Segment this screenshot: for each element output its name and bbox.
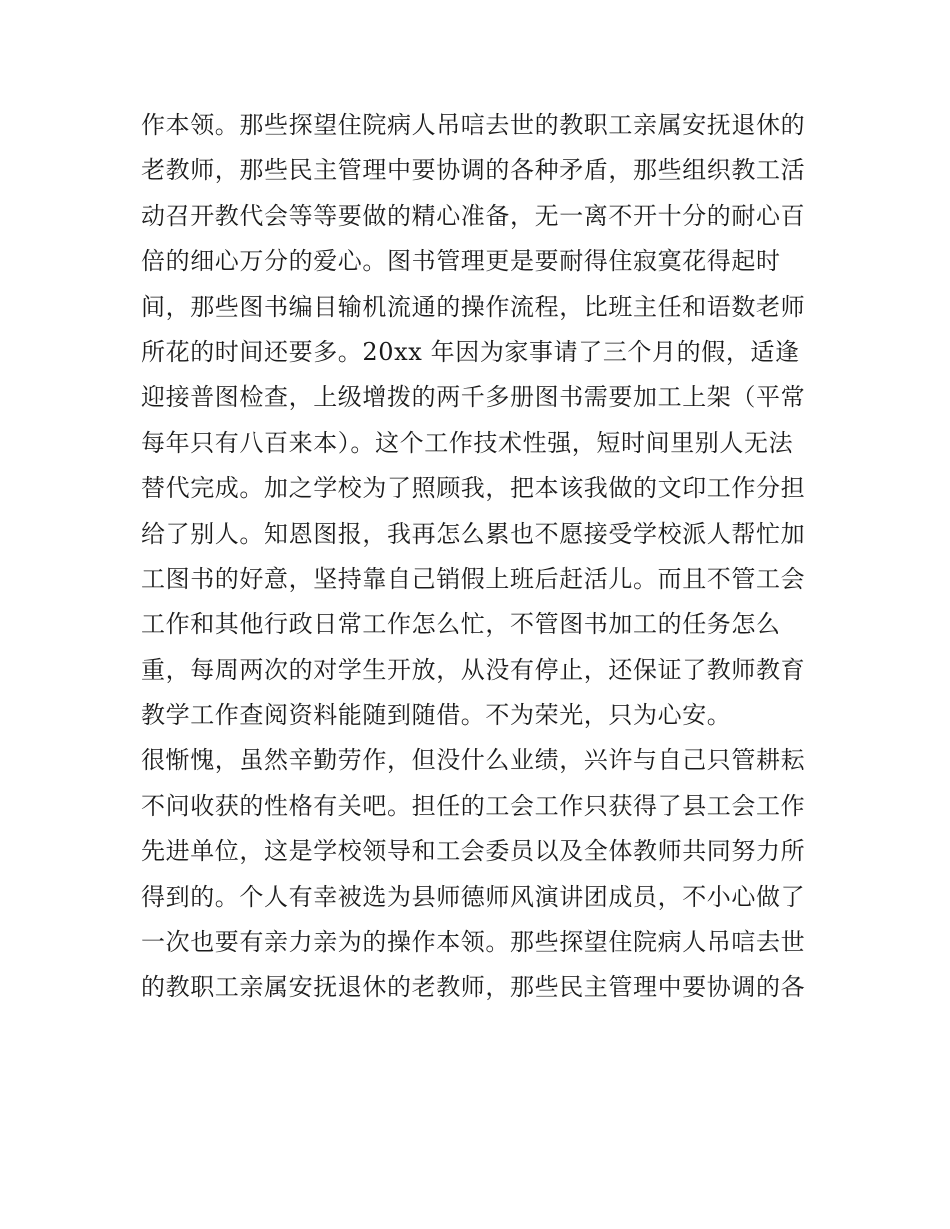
text-line: 工作和其他行政日常工作怎么忙，不管图书加工的任务怎么 xyxy=(141,610,781,639)
body-text xyxy=(141,103,831,1011)
text-line: 一次也要有亲力亲为的操作本领。那些探望住院病人吊唁去世 xyxy=(141,928,806,957)
text-line: 教学工作查阅资料能随到随借。不为荣光，只为心安。 xyxy=(141,701,732,730)
text-line: 动召开教代会等等要做的精心准备，无一离不开十分的耐心百 xyxy=(141,201,806,230)
text-line: 工图书的好意，坚持靠自己销假上班后赶活儿。而且不管工会 xyxy=(141,564,806,593)
text-line: 给了别人。知恩图报，我再怎么累也不愿接受学校派人帮忙加 xyxy=(141,519,806,548)
text-line: 所花的时间还要多。20xx 年因为家事请了三个月的假，适逢 xyxy=(141,337,800,366)
text-line: 迎接普图检查，上级增拨的两千多册图书需要加工上架（平常 xyxy=(141,383,806,412)
text-line: 间，那些图书编目输机流通的操作流程，比班主任和语数老师 xyxy=(141,292,806,321)
text-line: 替代完成。加之学校为了照顾我，把本该我做的文印工作分担 xyxy=(141,474,806,503)
text-line: 很惭愧，虽然辛勤劳作，但没什么业绩，兴许与自己只管耕耘 xyxy=(141,746,806,775)
text-line: 的教职工亲属安抚退休的老教师，那些民主管理中要协调的各 xyxy=(141,973,806,1002)
text-line: 每年只有八百来本）。这个工作技术性强，短时间里别人无法 xyxy=(141,428,794,457)
text-line: 不问收获的性格有关吧。担任的工会工作只获得了县工会工作 xyxy=(141,791,806,820)
text-line: 作本领。那些探望住院病人吊唁去世的教职工亲属安抚退休的 xyxy=(141,111,806,139)
text-line: 得到的。个人有幸被选为县师德师风演讲团成员，不小心做了 xyxy=(141,882,806,911)
text-line: 重，每周两次的对学生开放，从没有停止，还保证了教师教育 xyxy=(141,655,806,684)
text-line: 老教师，那些民主管理中要协调的各种矛盾，那些组织教工活 xyxy=(141,156,806,185)
text-line: 倍的细心万分的爱心。图书管理更是要耐得住寂寞花得起时 xyxy=(141,247,781,276)
text-line: 先进单位，这是学校领导和工会委员以及全体教师共同努力所 xyxy=(141,837,806,866)
